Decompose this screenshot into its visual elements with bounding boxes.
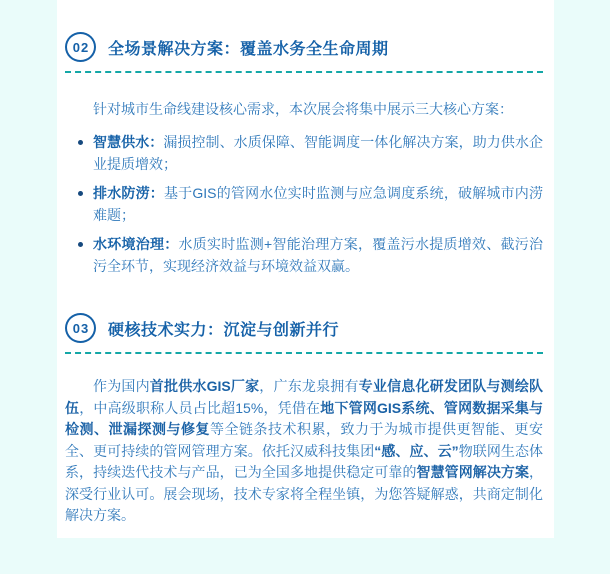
solution-label: 智慧供水： [93,134,164,150]
solutions-list [65,131,543,277]
body-text: ，中高级职称人员占比超15%，凭借在 [79,399,321,416]
section-title: 全场景解决方案：覆盖水务全生命周期 [108,40,389,58]
solution-text: 基于GIS的管网水位实时监测与应急调度系统，破解城市内涝难题； [93,185,543,223]
intro-paragraph: 针对城市生命线建设核心需求，本次展会将集中展示三大核心方案： [93,101,513,117]
highlight-text: 地下管网GIS系统、管网数据采集与检测、泄漏探测与修复 [65,399,544,437]
section-technology [65,313,543,527]
solution-label: 排水防涝： [93,185,164,201]
solution-label: 水环境治理： [93,236,179,252]
solution-text: 水质实时监测+智能治理方案，覆盖污水提质增效、截污治污全环节，实现经济效益与环境效益双赢。 [93,236,543,274]
highlight-text: “感、应、云” [374,442,459,459]
highlight-text: 首批供水GIS厂家 [149,378,260,394]
body-text: ，广东龙泉拥有 [259,378,359,394]
article-card [57,0,554,538]
dashed-divider [65,352,543,354]
solution-item [65,182,543,226]
body-text: ，深受行业认可。展会现场，技术专家将全程坐镇，为您答疑解惑，共商定制化解决方案。 [65,464,544,523]
highlight-text: 智慧管网解决方案 [416,464,530,480]
body-text: 物联网生态体系，持续迭代技术与产品，已为全国多地提供稳定可靠的 [65,442,544,480]
section-header [65,32,543,62]
section-solutions [65,32,543,277]
body-text: 作为国内 [93,378,150,394]
solution-item [65,233,543,277]
section-number-badge: 02 [65,32,96,62]
solution-item [65,131,543,175]
dashed-divider [65,71,543,73]
body-text: 等全链条技术积累，致力于为城市提供更智能、更安全、更可持续的管网管理方案。依托汉威科技集团 [65,421,543,459]
solution-text: 漏损控制、水质保障、智能调度一体化解决方案，助力供水企业提质增效； [93,134,544,172]
section-header [65,313,543,343]
technology-paragraph [65,376,543,527]
highlight-text: 专业信息化研发团队与测绘队伍 [65,378,544,416]
section-title: 硬核技术实力：沉淀与创新并行 [108,321,340,339]
section-number-badge: 03 [65,313,96,343]
